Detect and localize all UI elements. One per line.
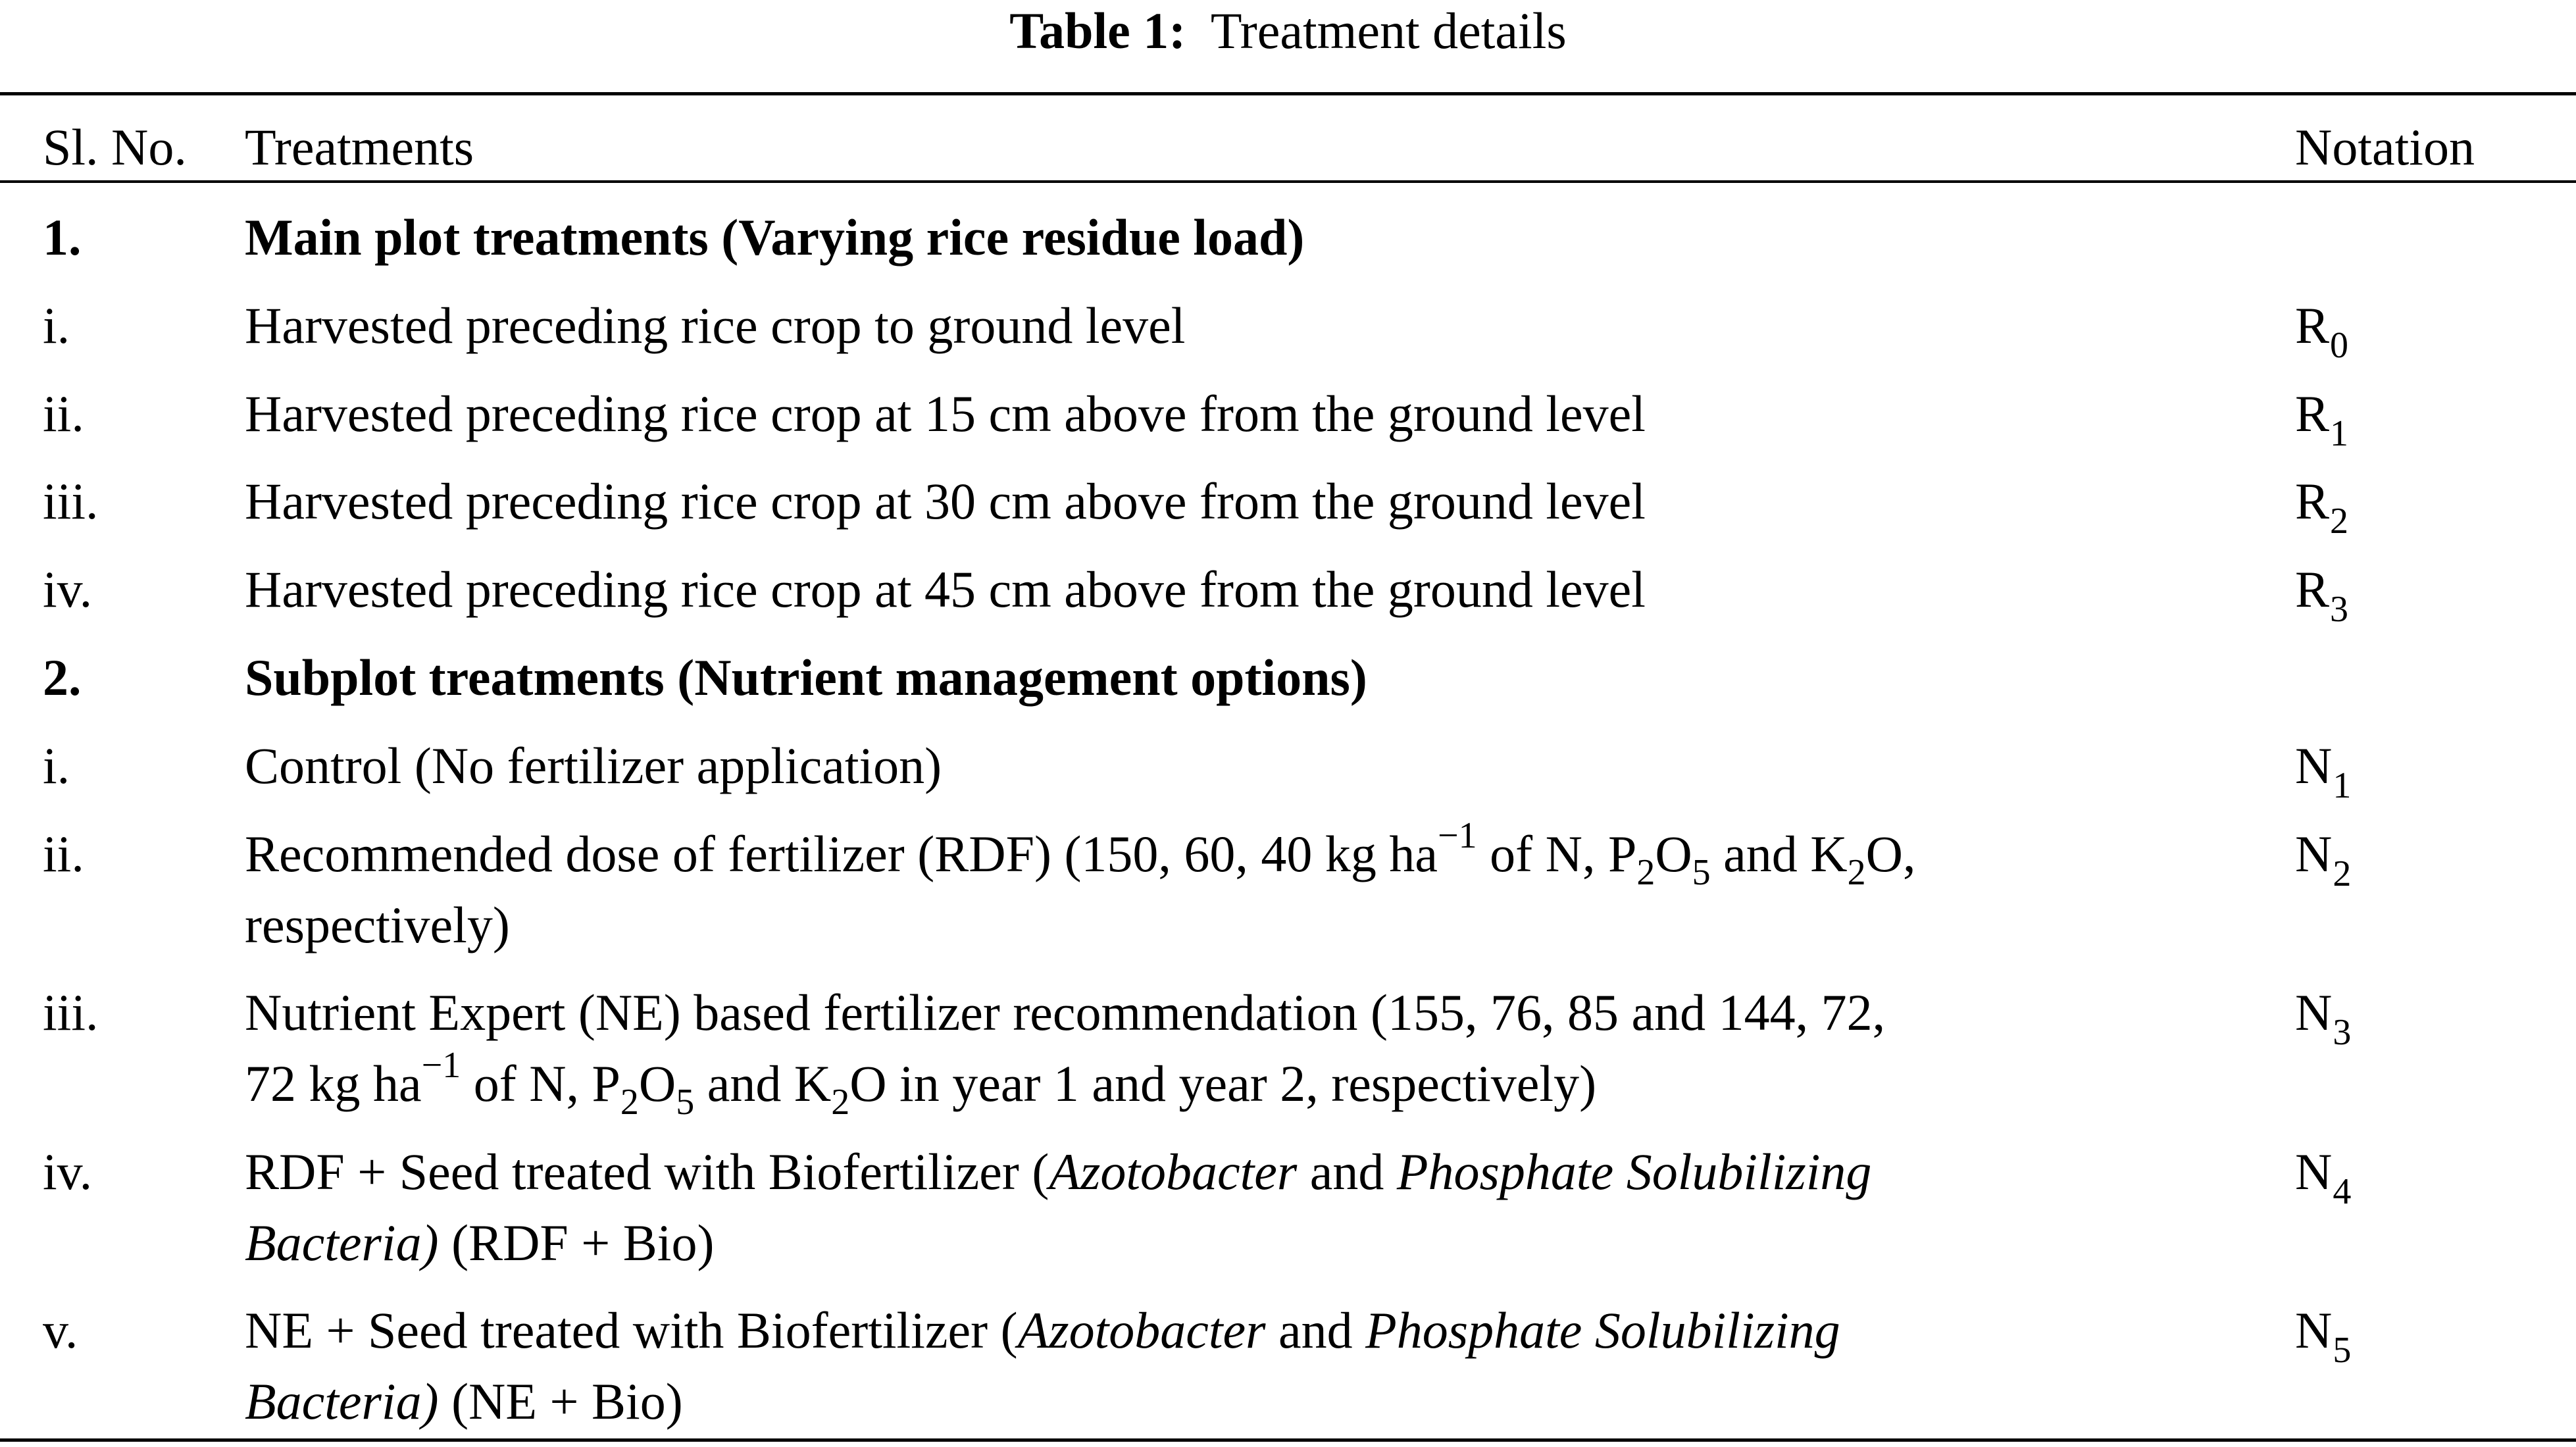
row-treatment: Harvested preceding rice crop at 30 cm above from the ground level bbox=[245, 472, 1646, 530]
italic-run: Bacteria) bbox=[245, 1373, 439, 1430]
row-treatment: Harvested preceding rice crop at 45 cm above from the ground level bbox=[245, 561, 1646, 618]
row-sl: iv. bbox=[43, 1143, 93, 1200]
row-sl: ii. bbox=[43, 825, 84, 882]
notation-letter: R bbox=[2295, 297, 2330, 354]
row-sl: iv. bbox=[43, 561, 93, 618]
notation-subscript: 2 bbox=[2330, 501, 2349, 542]
row-sl: v. bbox=[43, 1302, 78, 1359]
notation-letter: R bbox=[2295, 472, 2330, 530]
text-run: NE + Seed treated with Biofertilizer ( bbox=[245, 1302, 1018, 1359]
notation-letter: R bbox=[2295, 385, 2330, 442]
row-treatment-line1 bbox=[245, 1136, 2258, 1207]
row-treatment-line2 bbox=[245, 1207, 2258, 1279]
text-run: and bbox=[1265, 1302, 1366, 1359]
text-run: O, bbox=[1865, 825, 1916, 882]
notation-subscript: 2 bbox=[2333, 853, 2352, 894]
header-treatments: Treatments bbox=[245, 118, 474, 176]
row-notation bbox=[2295, 819, 2351, 895]
text-run: and bbox=[1297, 1143, 1397, 1200]
row-treatment: Control (No fertilizer application) bbox=[245, 737, 942, 794]
header-rule bbox=[0, 180, 2576, 183]
row-notation bbox=[2295, 1136, 2351, 1213]
italic-run: Azotobacter bbox=[1049, 1143, 1298, 1200]
section-title: Subplot treatments (Nutrient management options) bbox=[245, 649, 1367, 706]
italic-run: Phosphate Solubilizing bbox=[1396, 1143, 1872, 1200]
row-treatment-line1: Nutrient Expert (NE) based fertilizer recommendation (155, 76, 85 and 144, 72, bbox=[245, 984, 1886, 1041]
text-run: RDF + Seed treated with Biofertilizer ( bbox=[245, 1143, 1049, 1200]
row-treatment-line2 bbox=[245, 1045, 2258, 1123]
section-number: 2. bbox=[43, 649, 82, 706]
subscript: 2 bbox=[1847, 852, 1866, 893]
text-run: O bbox=[638, 1055, 676, 1112]
row-notation bbox=[2295, 466, 2348, 542]
notation-letter: N bbox=[2295, 1302, 2333, 1359]
notation-subscript: 3 bbox=[2330, 589, 2349, 630]
row-notation bbox=[2295, 730, 2351, 807]
text-run: (NE + Bio) bbox=[438, 1373, 683, 1430]
text-run: and K bbox=[1710, 825, 1848, 882]
subscript: 5 bbox=[1692, 852, 1711, 893]
caption-title: Treatment details bbox=[1210, 2, 1567, 59]
header-sl-no: Sl. No. bbox=[43, 118, 187, 176]
section-title: Main plot treatments (Varying rice residue load) bbox=[245, 209, 1305, 266]
caption-label: Table 1: bbox=[1009, 2, 1186, 59]
notation-subscript: 0 bbox=[2330, 325, 2349, 366]
row-sl: ii. bbox=[43, 385, 84, 442]
bottom-rule bbox=[0, 1438, 2576, 1442]
notation-letter: R bbox=[2295, 561, 2330, 618]
text-run: O in year 1 and year 2, respectively) bbox=[849, 1055, 1597, 1112]
text-run: O bbox=[1655, 825, 1692, 882]
row-notation bbox=[2295, 554, 2348, 630]
text-run: Recommended dose of fertilizer (RDF) (150, 60, 40 kg ha bbox=[245, 825, 1438, 882]
notation-letter: N bbox=[2295, 825, 2333, 882]
notation-subscript: 5 bbox=[2333, 1330, 2352, 1371]
italic-run: Bacteria) bbox=[245, 1214, 439, 1271]
notation-subscript: 3 bbox=[2333, 1012, 2352, 1053]
text-run: of N, P bbox=[1477, 825, 1637, 882]
notation-subscript: 1 bbox=[2330, 413, 2349, 454]
subscript: 2 bbox=[831, 1082, 850, 1123]
text-run: (RDF + Bio) bbox=[438, 1214, 715, 1271]
row-notation bbox=[2295, 290, 2348, 367]
table-caption bbox=[0, 1, 2576, 61]
row-treatment-line1 bbox=[245, 815, 2258, 893]
text-run: of N, P bbox=[461, 1055, 620, 1112]
superscript: −1 bbox=[1438, 815, 1477, 856]
top-rule bbox=[0, 92, 2576, 95]
row-sl: iii. bbox=[43, 472, 99, 530]
subscript: 5 bbox=[676, 1082, 695, 1123]
row-sl: iii. bbox=[43, 984, 99, 1041]
row-notation bbox=[2295, 1295, 2351, 1371]
header-notation: Notation bbox=[2295, 118, 2475, 176]
text-run: 72 kg ha bbox=[245, 1055, 422, 1112]
row-notation bbox=[2295, 977, 2351, 1054]
notation-letter: N bbox=[2295, 1143, 2333, 1200]
superscript: −1 bbox=[421, 1045, 461, 1086]
row-treatment: Harvested preceding rice crop to ground level bbox=[245, 297, 1186, 354]
text-run: and K bbox=[694, 1055, 832, 1112]
row-treatment: Harvested preceding rice crop at 15 cm above from the ground level bbox=[245, 385, 1646, 442]
row-treatment-line2: respectively) bbox=[245, 896, 510, 953]
row-treatment-line2 bbox=[245, 1366, 2258, 1437]
subscript: 2 bbox=[1636, 852, 1655, 893]
row-notation bbox=[2295, 378, 2348, 455]
italic-run: Azotobacter bbox=[1017, 1302, 1266, 1359]
notation-letter: N bbox=[2295, 984, 2333, 1041]
subscript: 2 bbox=[620, 1082, 639, 1123]
notation-subscript: 4 bbox=[2333, 1171, 2352, 1212]
notation-letter: N bbox=[2295, 737, 2333, 794]
row-treatment-line1 bbox=[245, 1295, 2258, 1366]
row-sl: i. bbox=[43, 297, 70, 354]
notation-subscript: 1 bbox=[2333, 765, 2352, 806]
section-number: 1. bbox=[43, 209, 82, 266]
italic-run: Phosphate Solubilizing bbox=[1365, 1302, 1840, 1359]
row-sl: i. bbox=[43, 737, 70, 794]
